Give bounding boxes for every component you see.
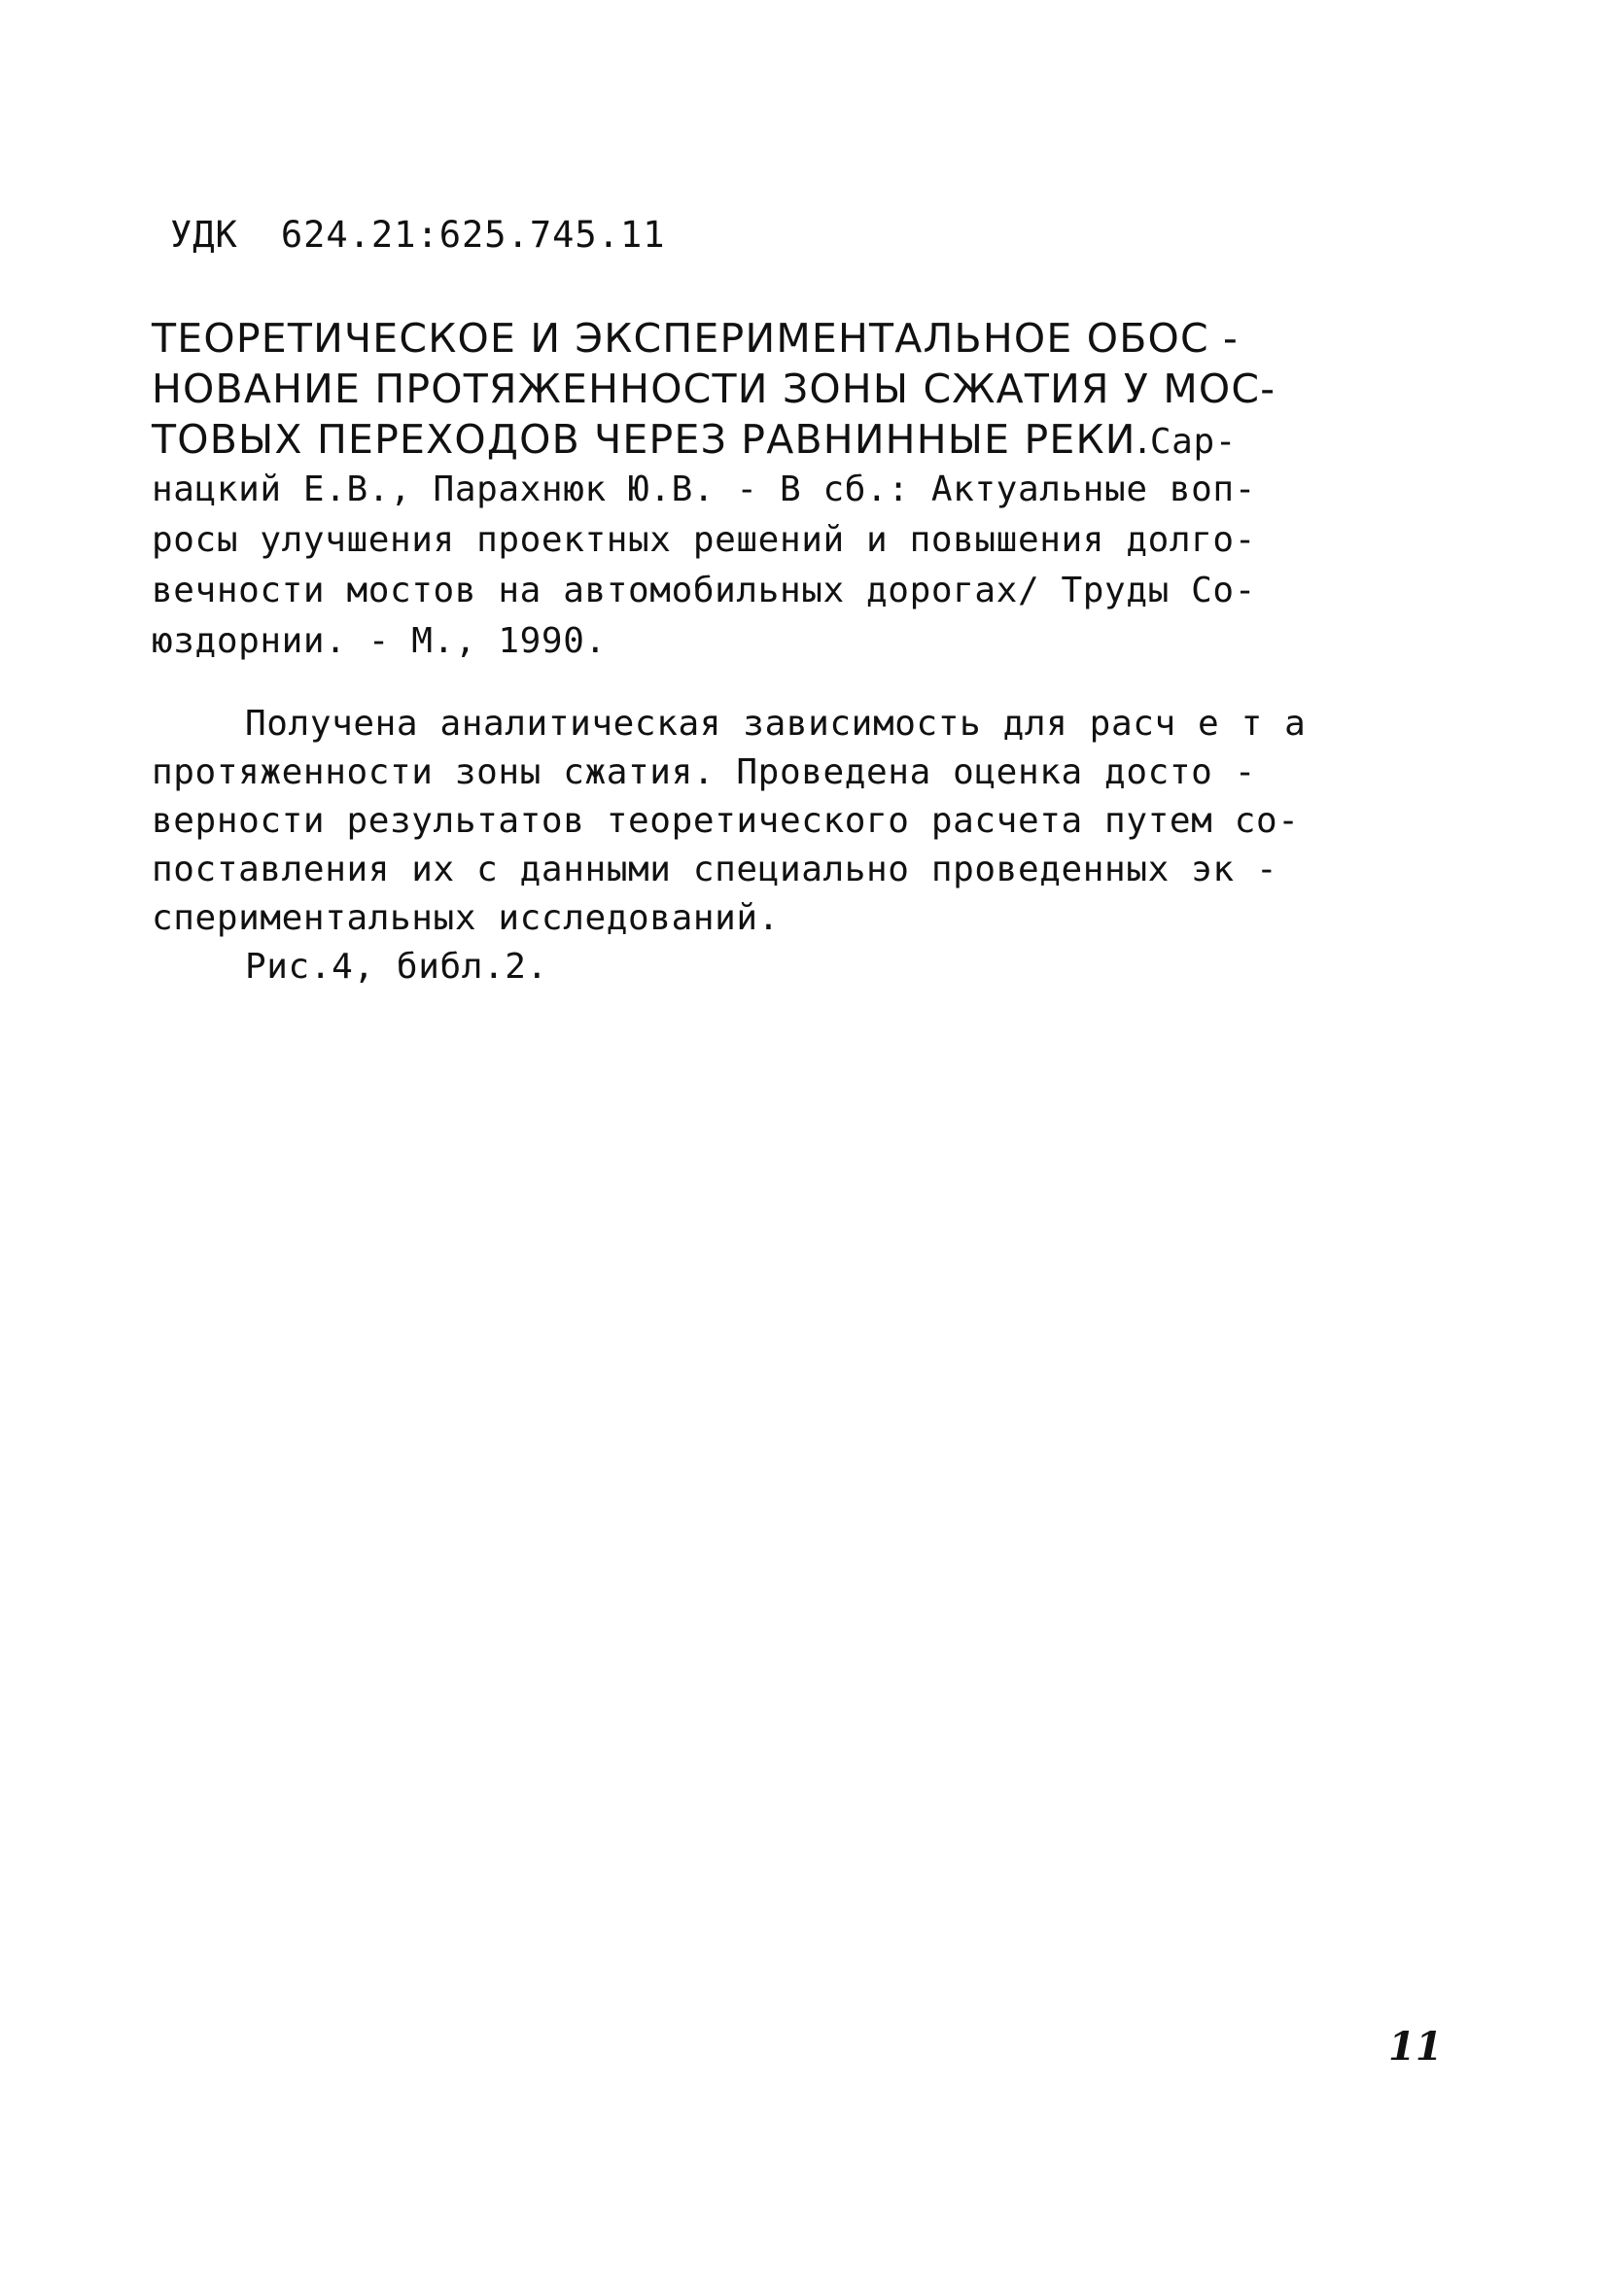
title-line: ТЕОРЕТИЧЕСКОЕ И ЭКСПЕРИМЕНТАЛЬНОЕ ОБОС - [152, 315, 1240, 362]
author-fragment: Сар- [1149, 422, 1238, 462]
reference-line: росы улучшения проектных решений и повышения долго- [152, 520, 1256, 560]
udk-code: 624.21:625.745.11 [280, 214, 666, 256]
abstract-line: спериментальных исследований. [152, 898, 780, 938]
title-line: НОВАНИЕ ПРОТЯЖЕННОСТИ ЗОНЫ СЖАТИЯ У МОС- [152, 365, 1276, 412]
title-line-with-author [152, 414, 1435, 465]
abstract-line: Получена аналитическая зависимость для расч е т а [245, 704, 1307, 744]
reference-line: юздорнии. - М., 1990. [152, 621, 607, 661]
abstract [152, 700, 1435, 991]
figures-bibliography: Рис.4, библ.2. [245, 947, 548, 987]
reference-line: нацкий Е.В., Парахнюк Ю.В. - В сб.: Актуальные воп- [152, 470, 1256, 509]
udk-label: УДК [170, 214, 238, 256]
abstract-line: верности результатов теоретического расчета путем со- [152, 801, 1300, 841]
reference-line: вечности мостов на автомобильных дорогах/ Труды Со- [152, 571, 1256, 610]
page-number: 11 [1388, 2024, 1443, 2070]
abstract-line: поставления их с данными специально проведенных эк - [152, 850, 1278, 889]
abstract-line: протяженности зоны сжатия. Проведена оценка досто - [152, 752, 1256, 792]
title-line: ТОВЫХ ПЕРЕХОДОВ ЧЕРЕЗ РАВНИННЫЕ РЕКИ. [152, 416, 1150, 463]
bibliographic-reference [152, 313, 1435, 667]
udk-line [170, 214, 666, 256]
